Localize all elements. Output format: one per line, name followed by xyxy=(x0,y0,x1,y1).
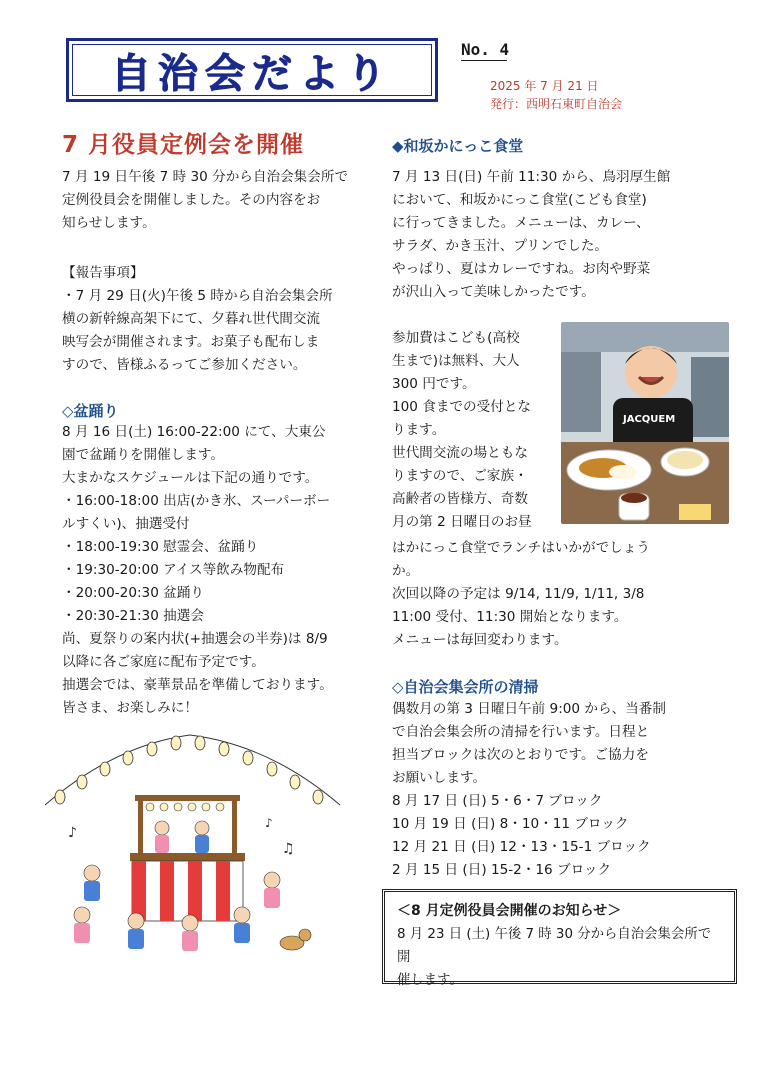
bon-odori-body: 8 月 16 日(土) 16:00-22:00 にて、大東公 園で盆踊りを開催します。 大まかなスケジュールは下記の通りです。 ・16:00-18:00 出店(かき氷、スーパーボー ルすくい)、抽選受付 ・18:00-19:30 慰霊会、盆踊り ・19:30-20:00 アイス等飲み物配布 ・20:00-20:30 盆踊り ・20:30-21:30 抽選会 尚、夏祭りの案内状(+抽選会の半券)は 8/9 以降に各ご家庭に配布予定です。 抽選会では、豪華景品を準備しております。 皆さま、お楽しみに！ xyxy=(62,424,333,716)
masthead-box xyxy=(66,38,438,102)
meeting-intro: 7 月 19 日午後 7 時 30 分から自治会集会所で 定例役員会を開催しました。その内容をお 知らせします。 xyxy=(62,169,349,231)
issue-number-underline xyxy=(461,60,507,61)
yagura-top-bar xyxy=(135,795,240,801)
photo-shirt-text: JACQUEM xyxy=(623,414,676,425)
cleaning-schedule-item: 10 月 19 日 (日) 8・10・11 ブロック xyxy=(392,816,629,832)
masthead-inner-frame xyxy=(72,44,432,96)
publisher: 発行：西明石東町自治会 xyxy=(490,97,623,111)
cleaning-schedule xyxy=(392,790,714,882)
cleaning-schedule-item: 8 月 17 日 (日) 5・6・7 ブロック xyxy=(392,793,603,809)
cleaning-heading: ◇自治会集会所の清掃 xyxy=(392,678,539,696)
kids-cafeteria-body2: 参加費はこども(高校 生まで)は無料、大人 300 円です。 100 食までの受付とな ります。 世代間交流の場ともな りますので、ご家族・ 高齢者の皆様方、奇数 月の第 2 日曜日のお昼 xyxy=(392,330,532,530)
lantern-string-left xyxy=(45,735,190,805)
yagura-post-right xyxy=(232,801,237,861)
report-body: ・7 月 29 日(火)午後 5 時から自治会集会所 横の新幹線高架下にて、夕暮れ世代間交流 映写会が開催されます。お菓子も配布しま すので、皆様ふるってご参加ください。 xyxy=(62,288,333,373)
bon-odori-heading: ◇盆踊り xyxy=(62,402,119,420)
kids-cafeteria-heading: ◆和坂かにっこ食堂 xyxy=(392,137,524,155)
svg-text:♪: ♪ xyxy=(265,816,273,830)
notice-title: ＜8 月定例役員会開催のお知らせ＞ xyxy=(397,903,622,919)
kohaku-curtain xyxy=(132,861,243,921)
yagura-mini-lanterns xyxy=(146,803,224,811)
issue-date: 2025 年 7 月 21 日 xyxy=(490,79,599,93)
newsletter-title: 自治会だより xyxy=(111,50,393,97)
yagura-platform xyxy=(130,853,245,861)
meeting-notice-box xyxy=(382,889,737,988)
music-note-icons xyxy=(68,816,295,857)
kids-cafeteria-body3: はかにっこ食堂でランチはいかがでしょう か。 次回以降の予定は 9/14, 11/9, 1/11, 3/8 11:00 受付、11:30 開始となります。 メニューは毎回変わります。 xyxy=(392,540,651,648)
dog-icon xyxy=(280,929,311,950)
report-heading: 【報告事項】 xyxy=(62,265,144,281)
svg-text:♪: ♪ xyxy=(68,825,77,841)
kids-cafeteria-photo xyxy=(561,322,729,524)
cleaning-body: 偶数月の第 3 日曜日午前 9:00 から、当番制 で自治会集会所の清掃を行います。日程と 担当ブロックは次のとおりです。ご協力を お願いします。 xyxy=(392,701,666,786)
cleaning-schedule-item: 2 月 15 日 (日) 15-2・16 ブロック xyxy=(392,862,612,878)
bon-odori-illustration xyxy=(40,725,350,965)
yagura-post-left xyxy=(138,801,143,861)
kids-cafeteria-body1: 7 月 13 日(日) 午前 11:30 から、鳥羽厚生館 において、和坂かにっこ食堂(こども食堂) に行ってきました。メニューは、カレー、 サラダ、かき玉汁、プリンでした。 やっぱり、夏はカレーですね。お肉や野菜 が沢山入って美味しかったです。 xyxy=(392,169,671,300)
notice-body: 8 月 23 日 (土) 午後 7 時 30 分から自治会集会所で開 催します。 xyxy=(397,927,712,988)
lanterns xyxy=(55,736,323,804)
stage-dancers xyxy=(155,821,209,853)
svg-text:♫: ♫ xyxy=(282,841,295,857)
cleaning-schedule-item: 12 月 21 日 (日) 12・13・15-1 ブロック xyxy=(392,839,651,855)
meeting-heading: 7 月役員定例会を開催 xyxy=(62,132,305,158)
issue-number: No. 4 xyxy=(461,40,510,59)
